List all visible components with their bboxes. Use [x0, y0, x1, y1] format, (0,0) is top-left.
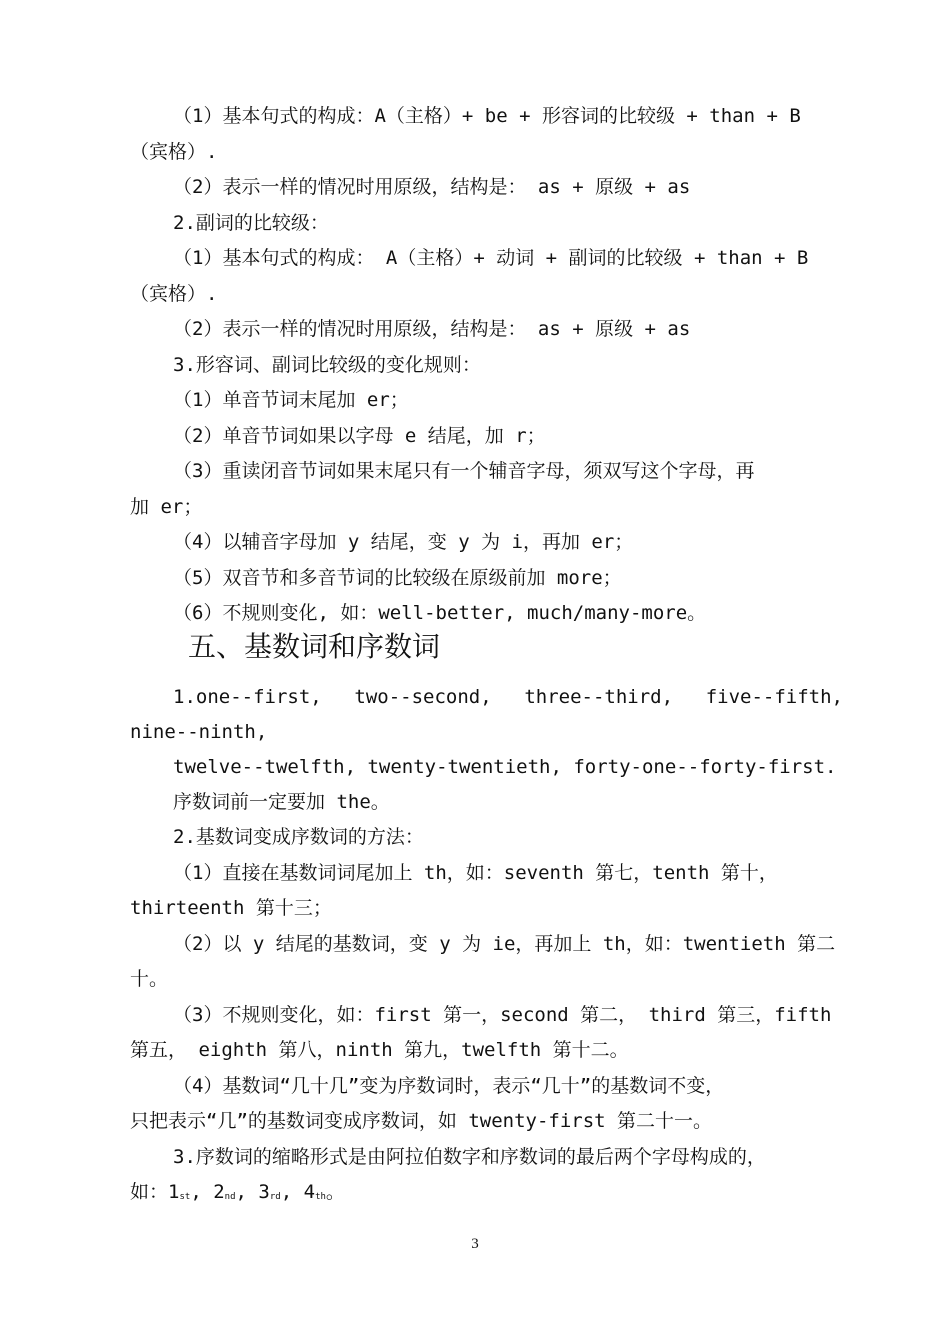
sentence-end: 。	[325, 1181, 345, 1203]
ordinal-suffix: nd	[224, 1192, 236, 1202]
text-line: thirteenth 第十三；	[130, 897, 332, 919]
text-line: （1）基本句式的构成：A（主格）+ be + 形容词的比较级 + than + B	[173, 105, 801, 127]
ordinal-number: 4	[303, 1181, 316, 1203]
text-line	[173, 684, 843, 710]
text-segment: 1.one--first,	[173, 686, 322, 708]
text-line: 十。	[130, 968, 169, 990]
text-line: 第五， eighth 第八，ninth 第九，twelfth 第十二。	[130, 1039, 629, 1061]
text-line: 只把表示“几”的基数词变成序数词，如 twenty-first 第二十一。	[130, 1110, 713, 1132]
ordinal-suffix: rd	[269, 1192, 281, 1202]
text-line: nine--ninth,	[130, 721, 268, 743]
ordinal-suffix: th	[315, 1192, 326, 1202]
ordinal-suffix: st	[179, 1192, 191, 1202]
text-line: twelve--twelfth, twenty-twentieth, forty-one--forty-first.	[173, 756, 837, 778]
text-line: （2）表示一样的情况时用原级，结构是： as + 原级 + as	[173, 318, 691, 340]
text-line: （1）直接在基数词词尾加上 th，如：seventh 第七，tenth 第十，	[173, 862, 778, 884]
text-line: （4）基数词“几十几”变为序数词时，表示“几十”的基数词不变，	[173, 1075, 725, 1097]
text-segment: two--second,	[354, 686, 492, 708]
text-line: （宾格）.	[130, 283, 218, 305]
separator: ,	[280, 1181, 293, 1203]
text-line: （宾格）.	[130, 141, 218, 163]
ordinal-number: 3	[258, 1181, 270, 1203]
text-line: （2）以 y 结尾的基数词，变 y 为 ie，再加上 th，如：twentieth 第二	[173, 933, 836, 955]
text-line: （5）双音节和多音节词的比较级在原级前加 more；	[173, 567, 622, 589]
text-line: （3）不规则变化，如：first 第一，second 第二， third 第三，fifth	[173, 1004, 832, 1026]
text-line: （2）表示一样的情况时用原级，结构是： as + 原级 + as	[173, 176, 691, 198]
separator: ,	[235, 1181, 247, 1203]
ordinal-number: 2	[213, 1181, 225, 1203]
text-line: （4）以辅音字母加 y 结尾，变 y 为 i，再加 er；	[173, 531, 634, 553]
text-line: 3.序数词的缩略形式是由阿拉伯数字和序数词的最后两个字母构成的，	[173, 1146, 766, 1168]
text-line: 序数词前一定要加 the。	[173, 791, 390, 813]
text-line: （1）基本句式的构成： A（主格）+ 动词 + 副词的比较级 + than + B	[173, 247, 809, 269]
text-line: 3.形容词、副词比较级的变化规则：	[173, 354, 481, 376]
separator: ,	[190, 1181, 202, 1203]
page-number: 3	[471, 1236, 479, 1252]
text-line: （3）重读闭音节词如果末尾只有一个辅音字母，须双写这个字母，再	[173, 460, 755, 482]
text-line: （1）单音节词末尾加 er；	[173, 389, 409, 411]
section-heading: 五、基数词和序数词	[188, 630, 441, 663]
text-segment: 如：	[130, 1181, 169, 1203]
text-line: 2.副词的比较级：	[173, 212, 329, 234]
text-line: 2.基数词变成序数词的方法：	[173, 826, 424, 848]
text-line: （6）不规则变化, 如：well-better, much/many-more。	[173, 602, 707, 624]
text-line: （2）单音节词如果以字母 e 结尾，加 r；	[173, 425, 546, 447]
text-segment: five--fifth,	[705, 686, 843, 708]
text-line: 加 er；	[130, 496, 203, 518]
ordinal-number: 1	[168, 1181, 180, 1203]
text-segment: three--third,	[524, 686, 674, 708]
text-line	[130, 1179, 842, 1210]
